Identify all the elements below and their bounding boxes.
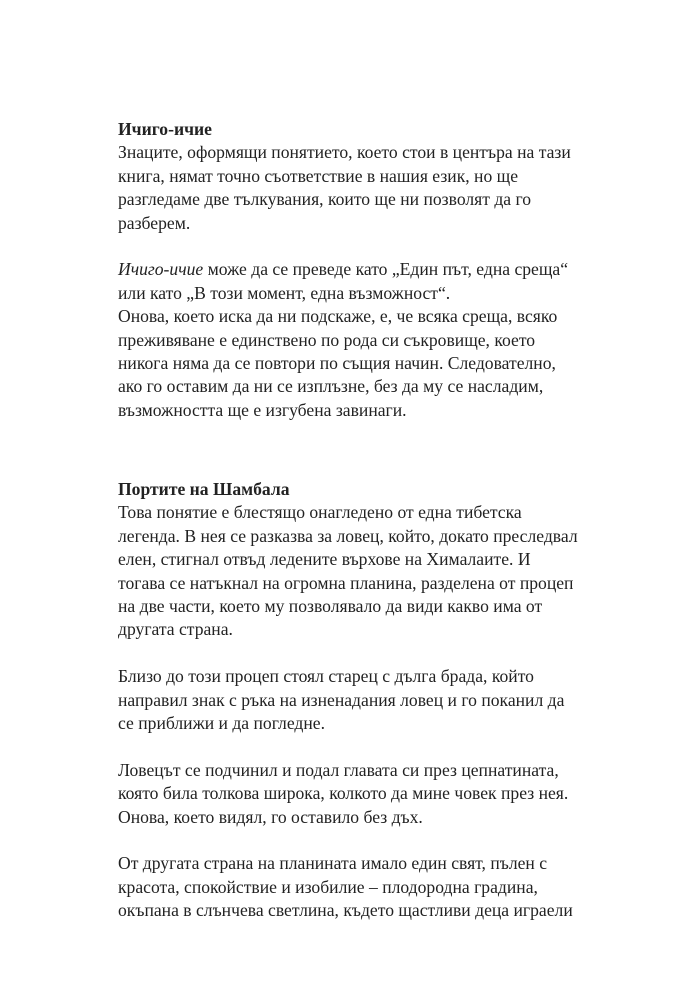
paragraph-line: другата страна. (118, 619, 233, 640)
section-heading: Портите на Шамбала (118, 479, 290, 499)
paragraph-line: разгледаме две тълкувания, които ще ни позволят да го (118, 189, 532, 210)
section-ichigo-ichie (118, 118, 658, 422)
paragraph-gap (118, 642, 658, 665)
paragraph-line: възможността ще е изгубена завинаги. (118, 399, 407, 420)
paragraph-text: може да се преведе като „Един път, една среща“ (203, 259, 569, 280)
paragraph-line: тогава се натъкнал на огромна планина, разделена от процеп (118, 572, 574, 593)
paragraph-line: Това понятие е блестящо онагледено от една тибетска (118, 502, 522, 523)
section-shambhala-gates (118, 478, 658, 923)
paragraph-line: която била толкова широка, колкото да мине човек през нея. (118, 783, 569, 804)
paragraph-line: ако го оставим да ни се изплъзне, без да му се насладим, (118, 376, 544, 397)
paragraph-line: От другата страна на планината имало един свят, пълен с (118, 853, 548, 874)
paragraph-line: се приближи и да погледне. (118, 713, 325, 734)
paragraph-gap (118, 735, 658, 758)
paragraph-line: Онова, което видял, го оставило без дъх. (118, 806, 423, 827)
paragraph-line: разберем. (118, 212, 191, 233)
paragraph-line: или като „В този момент, една възможност“. (118, 282, 451, 303)
paragraph-line: окъпана в слънчева светлина, където щастливи деца играели (118, 900, 573, 921)
paragraph-line: елен, стигнал отвъд ледените върхове на Хималаите. И (118, 549, 531, 570)
paragraph-line: преживяване е единствено по рода си съкровище, което (118, 329, 536, 350)
paragraph-line (118, 258, 658, 281)
paragraph-line: Близо до този процеп стоял старец с дълга брада, който (118, 666, 534, 687)
section-heading: Ичиго-ичие (118, 119, 212, 139)
paragraph-gap (118, 235, 658, 258)
italic-term: Ичиго-ичие (118, 259, 204, 280)
paragraph-line: красота, спокойствие и изобилие – плодородна градина, (118, 876, 538, 897)
paragraph-line: Знаците, оформящи понятието, което стои в центъра на тази (118, 142, 571, 163)
paragraph-line: на две части, което му позволявало да види какво има от (118, 596, 543, 617)
paragraph-line: никога няма да се повтори по същия начин. Следователно, (118, 353, 556, 374)
paragraph-gap (118, 829, 658, 852)
paragraph-line: Онова, което иска да ни подскаже, е, че всяка среща, всяко (118, 306, 558, 327)
paragraph-line: легенда. В нея се разказва за ловец, който, докато преследвал (118, 525, 578, 546)
paragraph-line: направил знак с ръка на изненадания ловец и го поканил да (118, 689, 565, 710)
paragraph-line: книга, нямат точно съответствие в нашия език, но ще (118, 165, 519, 186)
paragraph-line: Ловецът се подчинил и подал главата си през цепнатината, (118, 759, 559, 780)
